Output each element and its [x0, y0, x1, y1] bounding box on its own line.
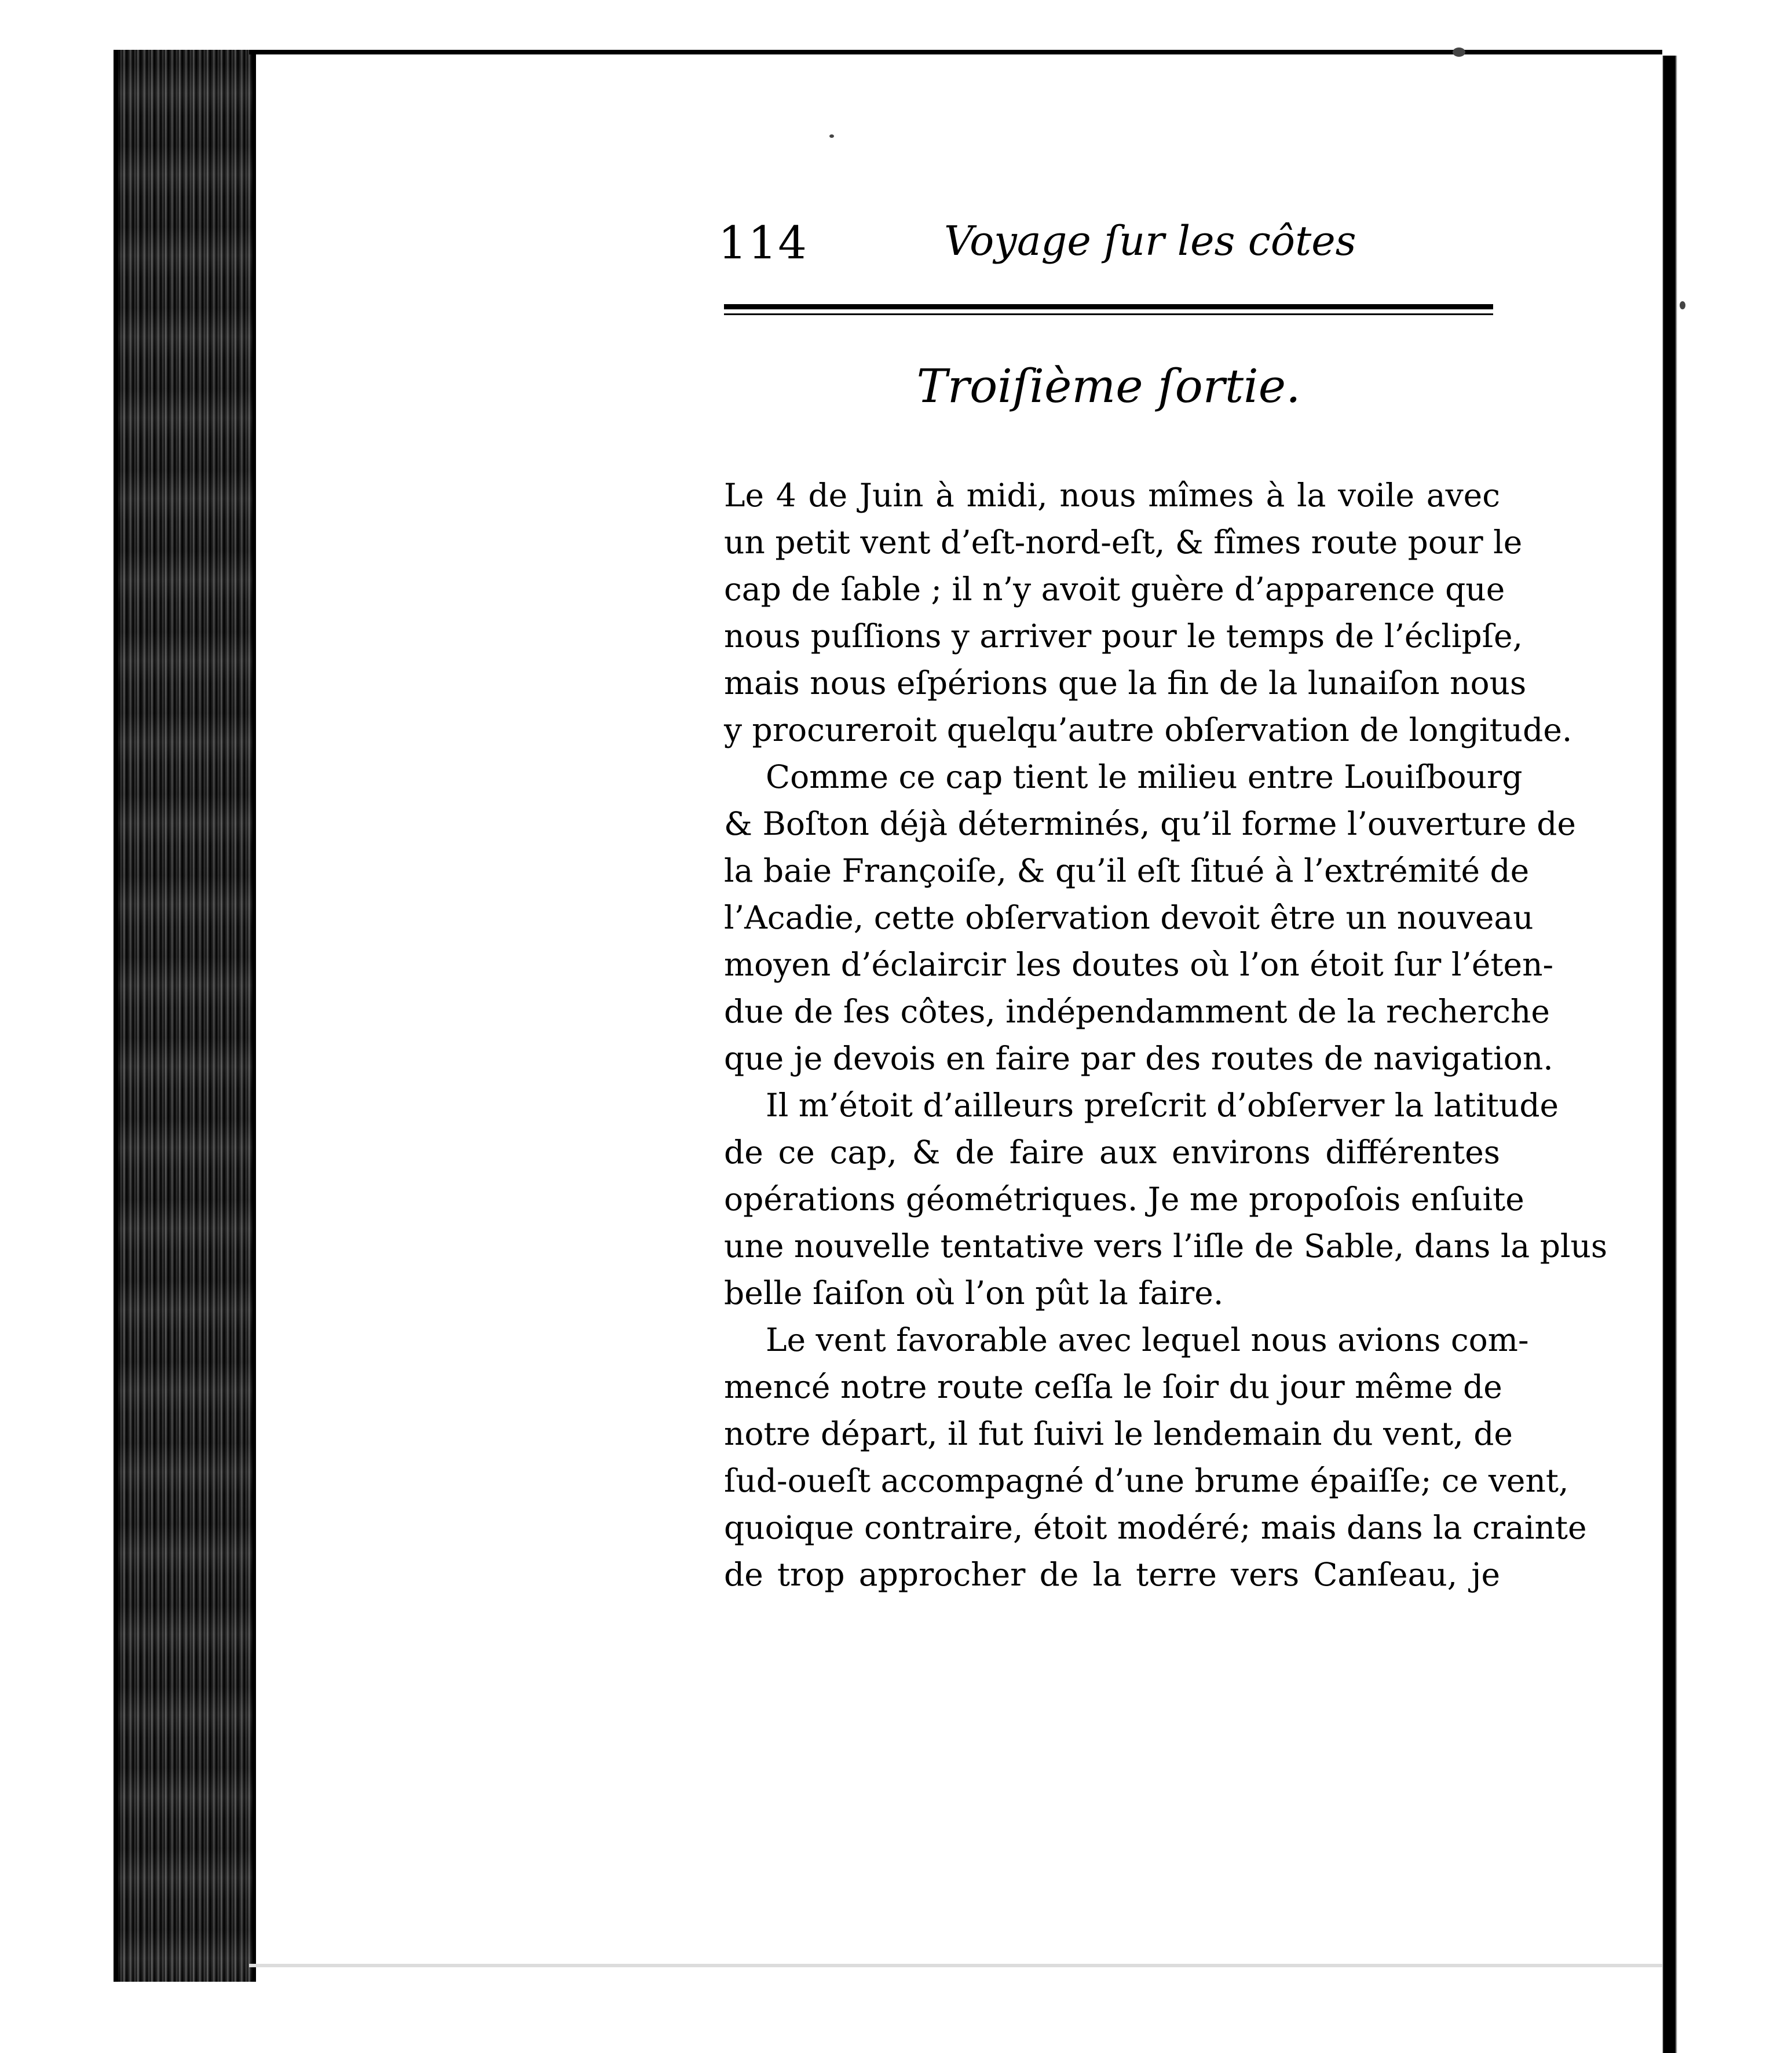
text-line: nous puſſions y arriver pour le temps de l’éclipſe,: [724, 618, 1523, 655]
text-line: mencé notre route ceſſa le ſoir du jour même de: [724, 1368, 1502, 1405]
text-line: un petit vent d’eſt-nord-eſt, & fîmes route pour le: [724, 524, 1523, 561]
page-bottom-edge: [249, 1964, 1662, 1967]
text-line: quoique contraire, étoit modéré; mais dans la crainte: [724, 1509, 1587, 1546]
header-rule-thick: [724, 304, 1493, 309]
text-line: Le 4 de Juin à midi, nous mîmes à la voile avec: [724, 477, 1500, 514]
book-edge-border: [114, 50, 118, 1982]
body-text: [724, 472, 1608, 1598]
page-number: 114: [718, 217, 808, 269]
book-edge-stack: [114, 50, 256, 1982]
text-line: mais nous eſpérions que la fin de la lunaiſon nous: [724, 664, 1527, 702]
text-line: Comme ce cap tient le milieu entre Louiſbourg: [766, 758, 1523, 795]
frame-top: [0, 0, 1792, 51]
text-line: & Boſton déjà déterminés, qu’il forme l’ouverture de: [724, 805, 1576, 842]
text-line: due de ſes côtes, indépendamment de la recherche: [724, 993, 1550, 1030]
text-line: moyen d’éclaircir les doutes où l’on étoit ſur l’éten-: [724, 946, 1554, 983]
text-line: belle ſaiſon où l’on pût la faire.: [724, 1274, 1224, 1312]
text-line: la baie Françoiſe, & qu’il eſt ſitué à l’extrémité de: [724, 852, 1530, 889]
page-top-border: [249, 50, 1662, 54]
text-line: ſud-oueſt accompagné d’une brume épaiſſe; ce vent,: [724, 1462, 1569, 1499]
text-line: notre départ, il fut ſuivi le lendemain du vent, de: [724, 1415, 1513, 1452]
text-line: une nouvelle tentative vers l’iſle de Sable, dans la plus: [724, 1228, 1608, 1265]
text-line: que je devois en faire par des routes de navigation.: [724, 1040, 1553, 1077]
text-line: cap de ſable ; il n’y avoit guère d’apparence que: [724, 571, 1505, 608]
text-line: Le vent favorable avec lequel nous avions com-: [766, 1321, 1529, 1358]
text-line: opérations géométriques. Je me propoſois enſuite: [724, 1181, 1524, 1218]
header-rule-thin: [724, 313, 1493, 315]
running-head: [718, 217, 1356, 281]
section-heading: Troiſième ſortie.: [916, 359, 1301, 413]
text-line: de ce cap, & de faire aux environs différentes: [724, 1134, 1500, 1171]
facing-page-gutter: [1658, 56, 1682, 2053]
text-line: l’Acadie, cette obſervation devoit être un nouveau: [724, 899, 1534, 936]
running-head-title: Voyage ſur les côtes: [944, 217, 1356, 265]
scan-speck: [1453, 48, 1465, 57]
text-line: Il m’étoit d’ailleurs preſcrit d’obſerver la latitude: [766, 1087, 1559, 1124]
text-line: de trop approcher de la terre vers Canſeau, je: [724, 1556, 1500, 1593]
scan-speck: [829, 134, 834, 138]
text-line: y procureroit quelqu’autre obſervation de longitude.: [724, 711, 1572, 748]
scan-speck: [1680, 301, 1685, 309]
